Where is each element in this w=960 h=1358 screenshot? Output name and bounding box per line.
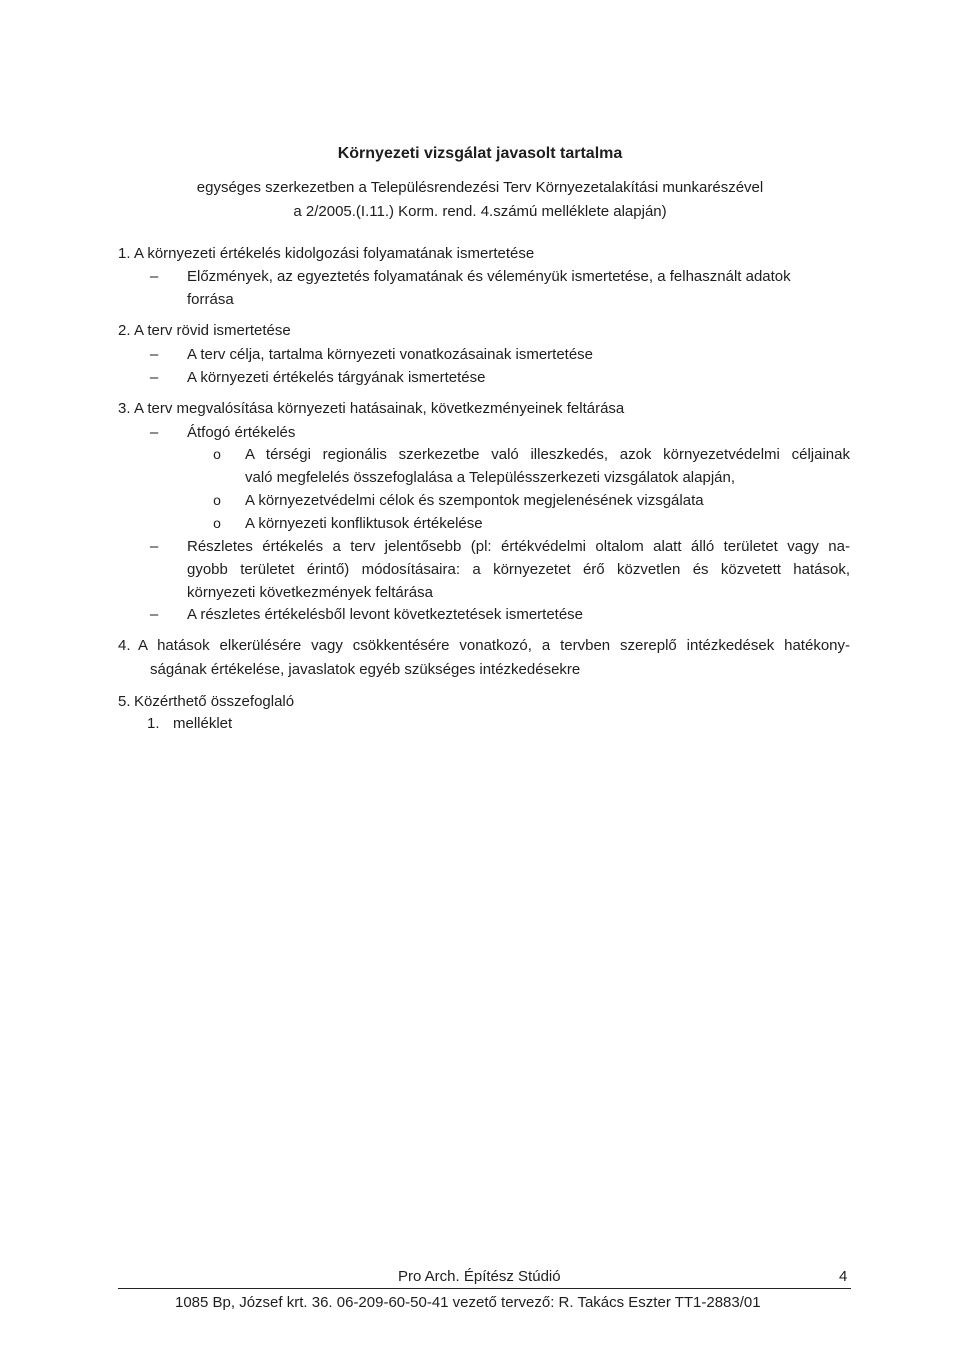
section-2-item-1: A terv célja, tartalma környezeti vonatkozásainak ismertetése — [187, 346, 594, 363]
bullet-marker: o — [213, 446, 221, 462]
section-3-number: 3. — [118, 400, 131, 417]
section-5-sub-number: 1. — [147, 715, 160, 732]
bullet-marker: o — [213, 515, 221, 531]
section-3-item-1: Átfogó értékelés — [187, 424, 296, 441]
section-3-sub-1-line-1: A térségi regionális szerkezetbe való illeszkedés, azok környezetvédelmi céljainak — [245, 446, 850, 463]
section-3-sub-1-line-2: való megfelelés összefoglalása a Településszerkezeti vizsgálatok alapján, — [245, 469, 736, 486]
section-1-heading: A környezeti értékelés kidolgozási folyamatának ismertetése — [134, 245, 535, 262]
section-4-number: 4. — [118, 637, 131, 654]
section-5-heading: Közérthető összefoglaló — [134, 693, 295, 710]
dash-marker: – — [149, 606, 159, 623]
section-3-item-2-line-3: környezeti következmények feltárása — [187, 584, 433, 601]
footer-divider — [118, 1288, 851, 1289]
section-3-item-2-line-1: Részletes értékelés a terv jelentősebb (pl: értékvédelmi oltalom alatt álló területet vagy na- — [187, 538, 850, 555]
subtitle-line-1: egységes szerkezetben a Településrendezési Terv Környezetalakítási munkarészével — [196, 179, 764, 196]
dash-marker: – — [149, 424, 159, 441]
footer-studio: Pro Arch. Építész Stúdió — [398, 1268, 561, 1285]
section-3-sub-2: A környezetvédelmi célok és szempontok megjelenésének vizsgálata — [245, 492, 704, 509]
section-3-heading: A terv megvalósítása környezeti hatásainak, következményeinek feltárása — [134, 400, 625, 417]
section-5-number: 5. — [118, 693, 131, 710]
section-3-item-3: A részletes értékelésből levont következtetések ismertetése — [187, 606, 584, 623]
section-3-sub-3: A környezeti konfliktusok értékelése — [245, 515, 483, 532]
dash-marker: – — [149, 268, 159, 285]
section-5-sub-label: melléklet — [173, 715, 233, 732]
section-1-number: 1. — [118, 245, 131, 262]
bullet-marker: o — [213, 492, 221, 508]
section-4-line-1: A hatások elkerülésére vagy csökkentésére vonatkozó, a tervben szereplő intézkedések hatékony- — [138, 637, 850, 654]
section-1-item-1-line-2: forrása — [187, 291, 234, 308]
dash-marker: – — [149, 369, 159, 386]
dash-marker: – — [149, 538, 159, 555]
subtitle-line-2: a 2/2005.(I.11.) Korm. rend. 4.számú melléklete alapján) — [293, 203, 667, 220]
section-4-line-2: ságának értékelése, javaslatok egyéb szükséges intézkedésekre — [150, 661, 581, 678]
document-title: Környezeti vizsgálat javasolt tartalma — [337, 145, 623, 162]
footer-address: 1085 Bp, József krt. 36. 06-209-60-50-41 vezető tervező: R. Takács Eszter TT1-2883/01 — [175, 1294, 761, 1311]
section-2-number: 2. — [118, 322, 131, 339]
section-2-heading: A terv rövid ismertetése — [134, 322, 291, 339]
document-subtitle — [0, 176, 960, 224]
dash-marker: – — [149, 346, 159, 363]
section-2-item-2: A környezeti értékelés tárgyának ismertetése — [187, 369, 486, 386]
section-3-item-2-line-2: gyobb területet érintő) módosításaira: a környezetet érő közvetlen és közvetett hatások, — [187, 561, 850, 578]
section-1-item-1-line-1: Előzmények, az egyeztetés folyamatának és véleményük ismertetése, a felhasznált adatok — [187, 268, 791, 285]
footer-page-number: 4 — [839, 1268, 848, 1285]
